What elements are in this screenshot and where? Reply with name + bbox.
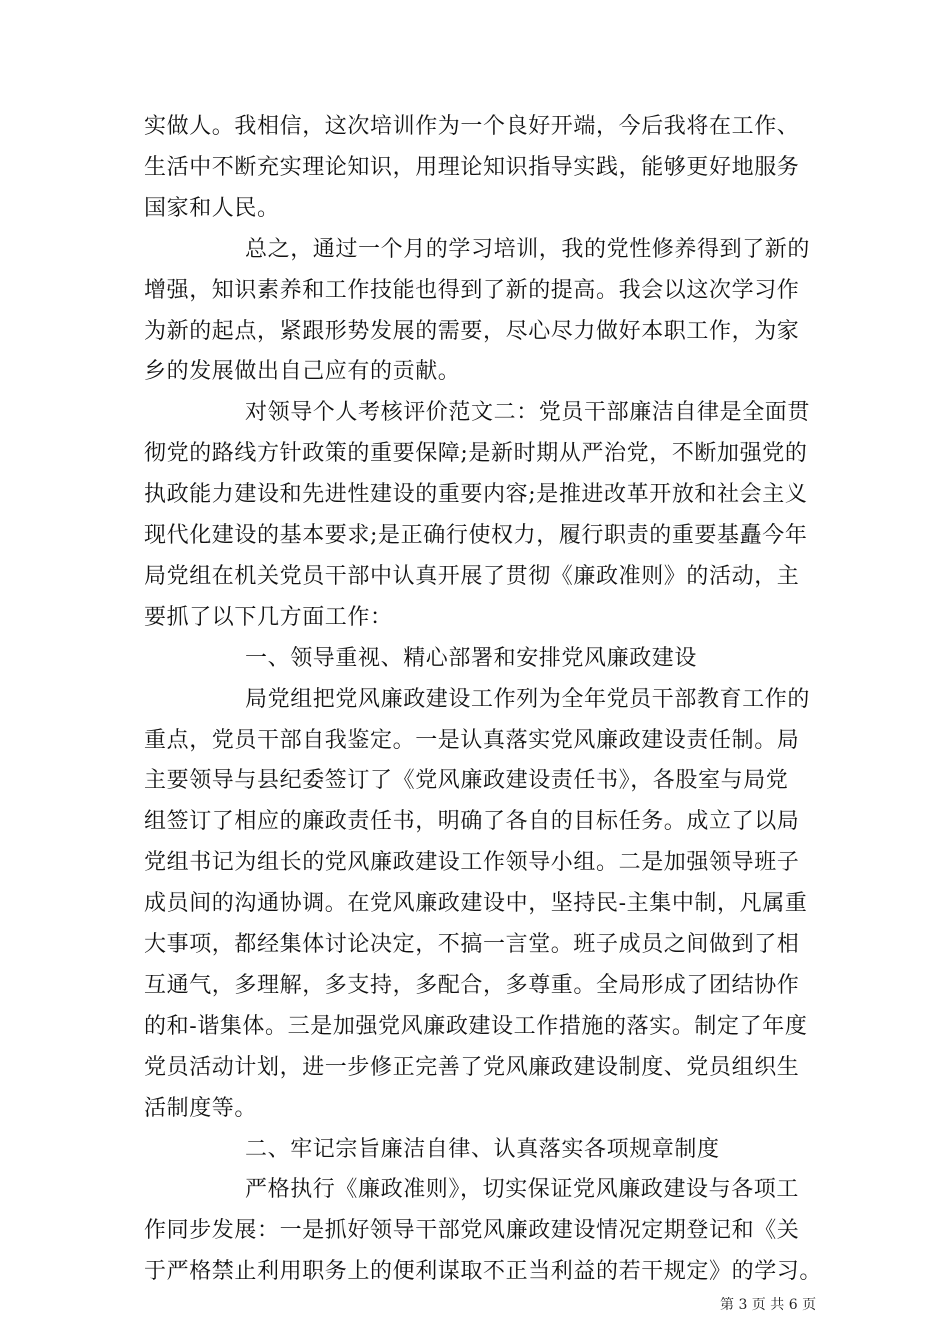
paragraph-first-line: 总之，通过一个月的学习培训，我的党性修养得到了新的 [245,237,811,262]
text-line: 党组书记为组长的党风廉政建设工作领导小组。二是加强领导班子 [144,850,800,875]
text-line: 生活中不断充实理论知识，用理论知识指导实践，能够更好地服务 [144,155,800,180]
text-line: 重点，党员干部自我鉴定。一是认真落实党风廉政建设责任制。局 [144,728,800,753]
text-line: 组签订了相应的廉政责任书，明确了各自的目标任务。成立了以局 [144,809,800,834]
text-line: 大事项，都经集体讨论决定，不搞一言堂。班子成员之间做到了相 [144,932,800,957]
text-line: 执政能力建设和先进性建设的重要内容;是推进改革开放和社会主义 [144,482,808,507]
text-line: 乡的发展做出自己应有的贡献。 [144,359,461,384]
text-line: 的和-谐集体。三是加强党风廉政建设工作措施的落实。制定了年度 [144,1014,808,1039]
text-line: 活制度等。 [144,1096,258,1121]
paragraph-first-line: 局党组把党风廉政建设工作列为全年党员干部教育工作的 [245,687,811,712]
text-line: 作同步发展：一是抓好领导干部党风廉政建设情况定期登记和《关 [144,1218,800,1243]
text-line: 要抓了以下几方面工作： [144,605,393,630]
text-line: 现代化建设的基本要求;是正确行使权力，履行职责的重要基矗今年 [144,523,808,548]
text-line: 主要领导与县纪委签订了《党风廉政建设责任书》，各股室与局党 [144,768,789,793]
page-number: 第 3 页 共 6 页 [720,1297,817,1313]
text-line: 实做人。我相信，这次培训作为一个良好开端，今后我将在工作、 [144,114,800,139]
text-line: 国家和人民。 [144,196,280,221]
paragraph-first-line: 对领导个人考核评价范文二：党员干部廉洁自律是全面贯 [245,400,811,425]
text-line: 党员活动计划，进一步修正完善了党风廉政建设制度、党员组织生 [144,1055,800,1080]
text-line: 于严格禁止利用职务上的便利谋取不正当利益的若干规定》的学习。 [144,1259,823,1284]
section-heading: 一、领导重视、精心部署和安排党风廉政建设 [245,646,698,671]
text-line: 彻党的路线方针政策的重要保障;是新时期从严治党，不断加强党的 [144,441,808,466]
text-line: 为新的起点，紧跟形势发展的需要，尽心尽力做好本职工作，为家 [144,319,800,344]
paragraph-first-line: 严格执行《廉政准则》，切实保证党风廉政建设与各项工 [245,1177,800,1202]
text-line: 互通气，多理解，多支持，多配合，多尊重。全局形成了团结协作 [144,973,800,998]
text-line: 成员间的沟通协调。在党风廉政建设中，坚持民-主集中制，凡属重 [144,891,808,916]
text-line: 增强，知识素养和工作技能也得到了新的提高。我会以这次学习作 [144,278,800,303]
text-line: 局党组在机关党员干部中认真开展了贯彻《廉政准则》的活动，主 [144,564,800,589]
section-heading: 二、牢记宗旨廉洁自律、认真落实各项规章制度 [245,1137,720,1162]
